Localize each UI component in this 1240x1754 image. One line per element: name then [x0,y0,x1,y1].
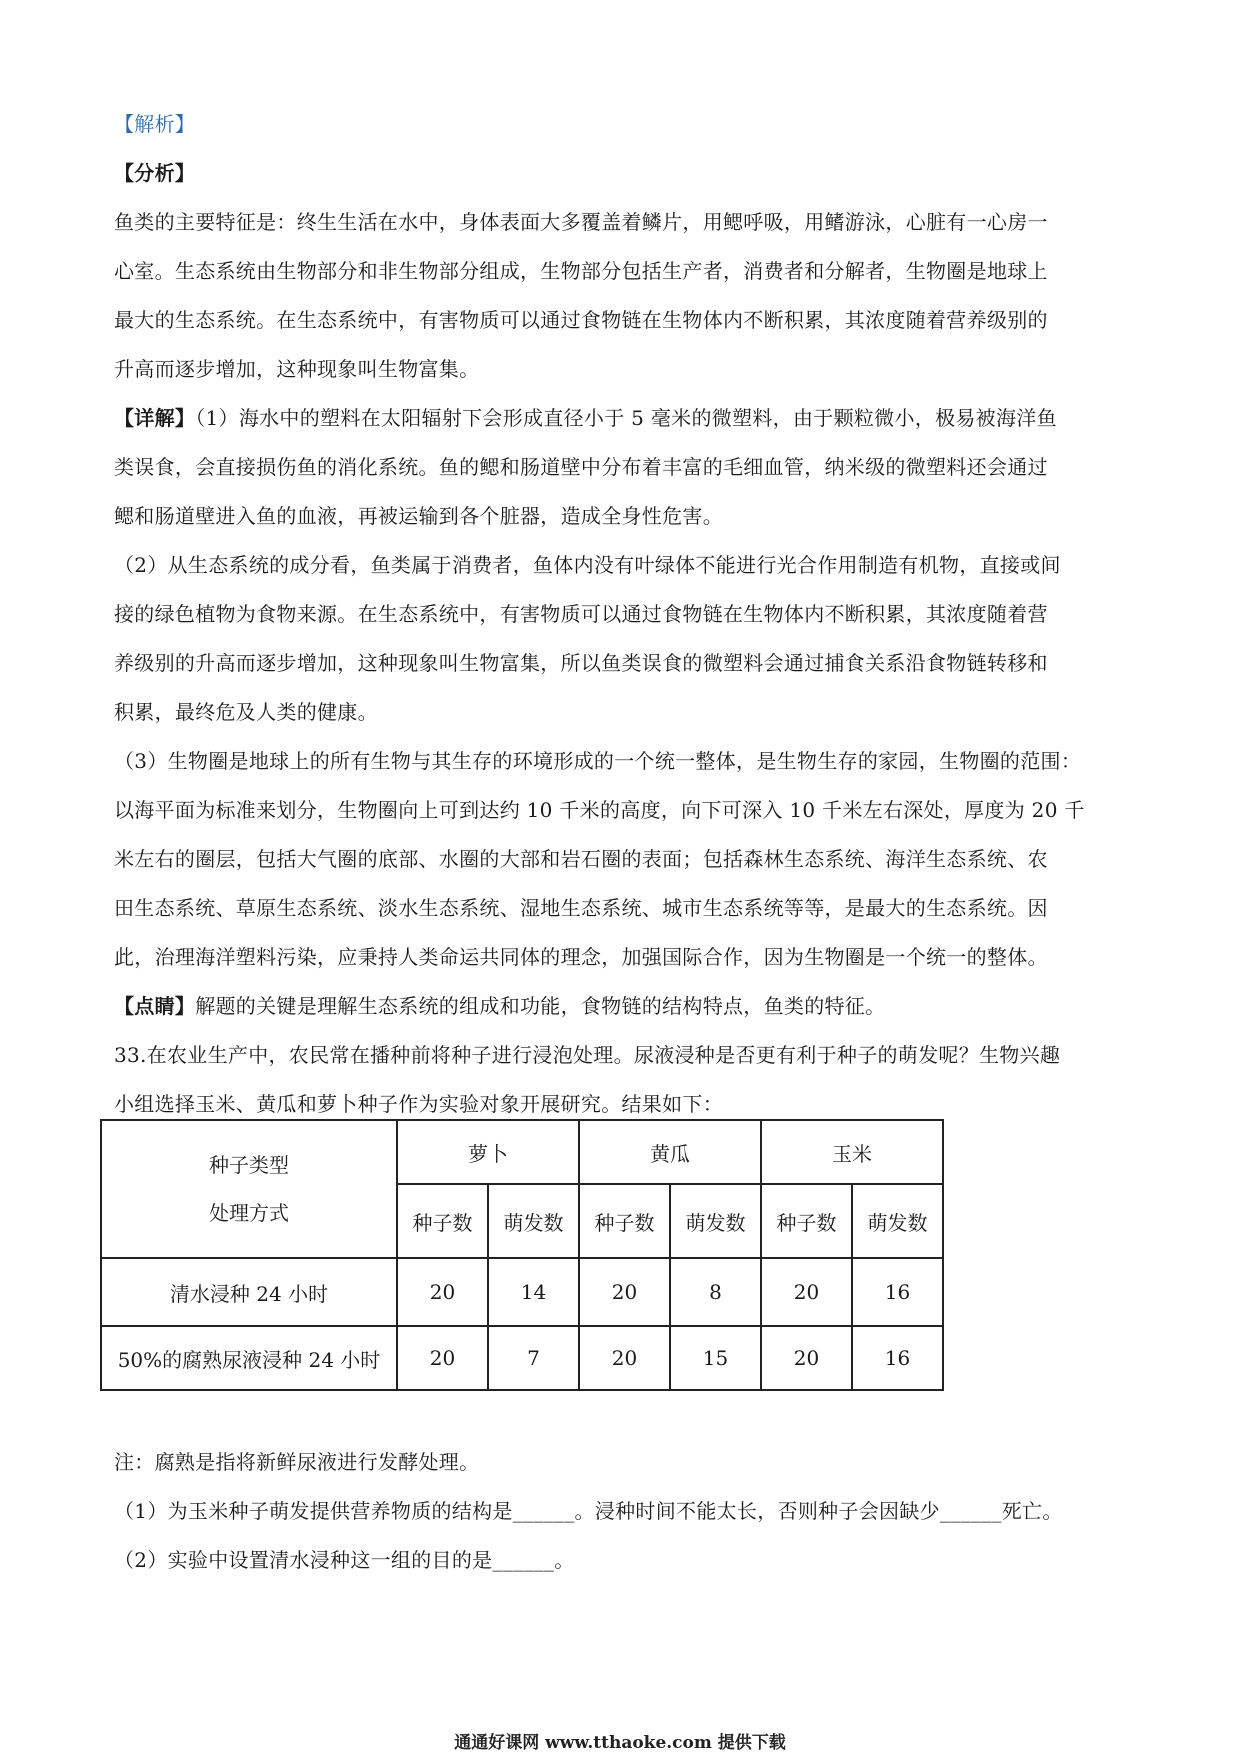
subheader-cell: 种子数 [761,1184,852,1258]
detail-line: 类误食，会直接损伤鱼的消化系统。鱼的鳃和肠道壁中分布着丰富的毛细血管，纳米级的微塑料还会通过 [114,455,1048,479]
analysis-subheading: 【分析】 [114,161,196,185]
table-cell: 7 [488,1326,579,1390]
row-label: 清水浸种 24 小时 [101,1258,397,1326]
experiment-table [100,1119,944,1391]
group-header: 萝卜 [397,1120,579,1184]
detail-line: （1）海水中的塑料在太阳辐射下会形成直径小于 5 毫米的微塑料，由于颗粒微小，极易被海洋鱼 [195,406,1057,430]
table-cell: 8 [670,1258,761,1326]
table-cell: 15 [670,1326,761,1390]
detail-first-line [114,394,1134,443]
detail-line: 鳃和肠道壁进入鱼的血液，再被运输到各个脏器，造成全身性危害。 [114,504,723,528]
corner-seed-type: 种子类型 [209,1153,289,1177]
detail-line: 田生态系统、草原生态系统、淡水生态系统、湿地生态系统、城市生态系统等等，是最大的生态系统。因 [114,896,1048,920]
page-body [114,100,1134,1129]
corner-treatment: 处理方式 [209,1201,289,1225]
table-cell: 20 [761,1258,852,1326]
comment-label: 【点睛】 [114,994,196,1018]
row-label: 50%的腐熟尿液浸种 24 小时 [101,1326,397,1390]
table-cell: 14 [488,1258,579,1326]
detail-line: 接的绿色植物为食物来源。在生态系统中，有害物质可以通过食物链在生物体内不断积累，其浓度随着营 [114,602,1048,626]
question-line: 小组选择玉米、黄瓜和萝卜种子作为实验对象开展研究。结果如下： [114,1092,723,1116]
subheader-cell: 种子数 [579,1184,670,1258]
group-header: 玉米 [761,1120,943,1184]
table-cell: 16 [852,1258,943,1326]
page-footer: 通通好课网 www.tthaoke.com 提供下载 [454,1733,786,1753]
subheader-cell: 萌发数 [670,1184,761,1258]
table-row [101,1326,943,1390]
table-cell: 20 [761,1326,852,1390]
table-corner-cell [101,1120,397,1258]
analysis-line: 鱼类的主要特征是：终生生活在水中，身体表面大多覆盖着鳞片，用鳃呼吸，用鳍游泳，心脏有一心房一 [114,210,1048,234]
sub-question: （1）为玉米种子萌发提供营养物质的结构是______。浸种时间不能太长，否则种子会因缺少______死亡。 [114,1499,1063,1523]
detail-line: （2）从生态系统的成分看，鱼类属于消费者，鱼体内没有叶绿体不能进行光合作用制造有机物，直接或间 [114,553,1061,577]
analysis-heading: 【解析】 [114,112,196,136]
table-cell: 20 [397,1258,488,1326]
question-line: 33.在农业生产中，农民常在播种前将种子进行浸泡处理。尿液浸种是否更有利于种子的萌发呢？生物兴趣 [114,1043,1061,1067]
subheader-cell: 种子数 [397,1184,488,1258]
detail-line: 以海平面为标准来划分，生物圈向上可到达约 10 千米的高度，向下可深入 10 千米左右深处，厚度为 20 千 [114,798,1085,822]
table-note: 注：腐熟是指将新鲜尿液进行发酵处理。 [114,1450,480,1474]
question-after-table [114,1438,1134,1585]
table-row [101,1258,943,1326]
subheader-cell: 萌发数 [852,1184,943,1258]
table-cell: 20 [579,1258,670,1326]
comment-text: 解题的关键是理解生态系统的组成和功能，食物链的结构特点，鱼类的特征。 [195,994,886,1018]
sub-question: （2）实验中设置清水浸种这一组的目的是______。 [114,1548,575,1572]
comment-line [114,982,1134,1031]
subheader-cell: 萌发数 [488,1184,579,1258]
table-cell: 20 [397,1326,488,1390]
group-header: 黄瓜 [579,1120,761,1184]
table-header-row [101,1120,943,1184]
analysis-line: 心室。生态系统由生物部分和非生物部分组成，生物部分包括生产者，消费者和分解者，生物圈是地球上 [114,259,1048,283]
analysis-line: 最大的生态系统。在生态系统中，有害物质可以通过食物链在生物体内不断积累，其浓度随着营养级别的 [114,308,1048,332]
analysis-line: 升高而逐步增加，这种现象叫生物富集。 [114,357,480,381]
detail-label: 【详解】 [114,406,196,430]
detail-line: 养级别的升高而逐步增加，这种现象叫生物富集，所以鱼类误食的微塑料会通过捕食关系沿食物链转移和 [114,651,1048,675]
detail-line: （3）生物圈是地球上的所有生物与其生存的环境形成的一个统一整体，是生物生存的家园，生物圈的范围： [114,749,1082,773]
table-cell: 20 [579,1326,670,1390]
detail-line: 此，治理海洋塑料污染，应秉持人类命运共同体的理念，加强国际合作，因为生物圈是一个统一的整体。 [114,945,1048,969]
table-cell: 16 [852,1326,943,1390]
detail-line: 积累，最终危及人类的健康。 [114,700,378,724]
detail-line: 米左右的圈层，包括大气圈的底部、水圈的大部和岩石圈的表面；包括森林生态系统、海洋生态系统、农 [114,847,1048,871]
